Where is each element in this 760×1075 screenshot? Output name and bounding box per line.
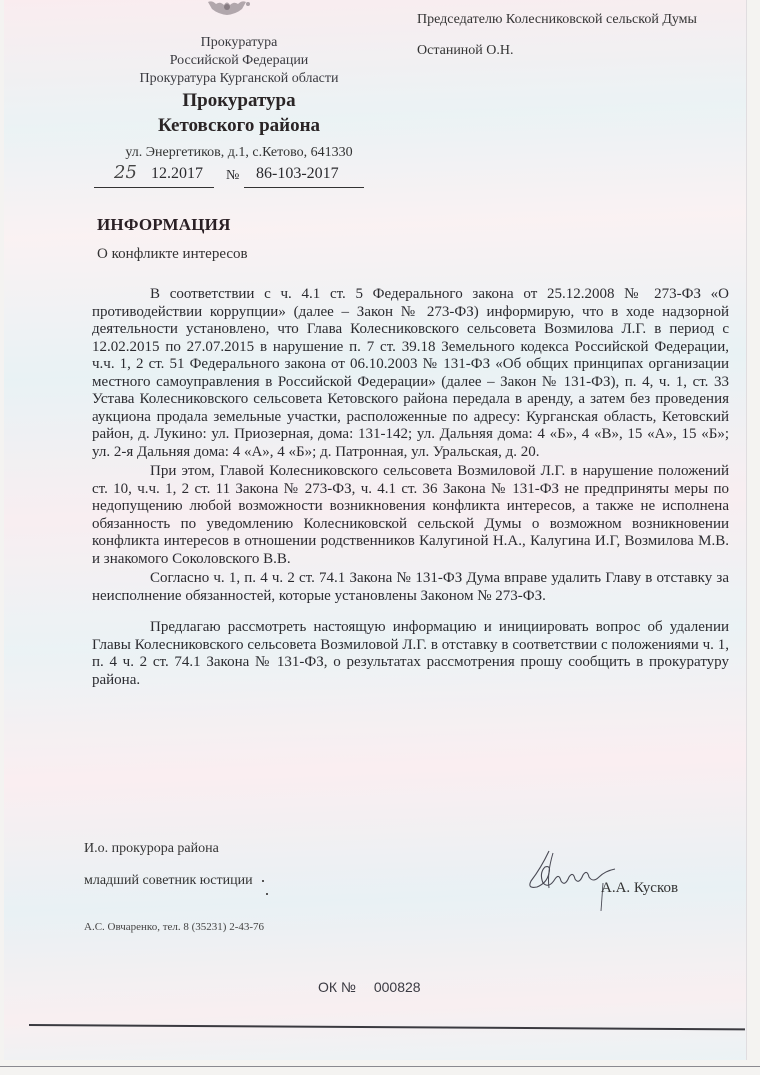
signatory-position-2: младший советник юстиции	[84, 873, 253, 888]
form-bottom-rule	[29, 1024, 745, 1030]
body-paragraph: В соответствии с ч. 4.1 ст. 5 Федерального закона от 25.12.2008 № 273-ФЗ «О противодействии коррупции» (далее – Закон № 273-ФЗ) информирую, что в ходе надзорной деятельности установлено, что Глава Колесниковского сельсовета Возмилова Л.Г. в период с 12.02.2015 по 27.07.2015 в нарушение п. 7 ст. 39.18 Земельного кодекса Российской Федерации, ч.ч. 1, 2 ст. 51 Федерального закона от 06.10.2003 № 131-ФЗ «Об общих принципах организации местного самоуправления в Российской Федерации» (далее – Закон № 131-ФЗ), п. 4, ч. 1, ст. 33 Устава Колесниковского сельсовета Кетовского района передала в аренду, а затем без проведения аукциона продала земельные участки, расположенные по адресу: Курганская область, Кетовский район, д. Лукино: ул. Приозерная, дома: 131-142; ул. Дальняя дома: 4 «Б», 4 «В», 15 «А», 15 «Б»; ул. 2-я Дальняя дома: 4 «А», 4 «Б»; д. Патронная, ул. Уральская, д. 20.	[92, 286, 729, 460]
body-paragraph: При этом, Главой Колесниковского сельсовета Возмиловой Л.Г. в нарушение положений ст. 10, ч.ч. 1, 2 ст. 11 Закона № 273-ФЗ, ч. 4.1 ст. 36 Закона № 131-ФЗ не предприняты меры по недопущению любой возможности возникновения конфликта интересов, а также не исполнена обязанность по уведомлению Колесниковской сельской Думы о возможном возникновении конфликта интересов в отношении родственников Калугиной Н.А., Калугина И.Г, Возмилова М.В. и знакомого Соколовского В.В.	[92, 463, 729, 567]
date-handwritten-day: 25	[114, 162, 137, 183]
document-title: ИНФОРМАЦИЯ	[97, 215, 231, 234]
speck	[262, 880, 264, 882]
outgoing-number: 86-103-2017	[256, 165, 339, 182]
sender-line-3: Прокуратура Курганской области	[139, 71, 339, 86]
document-body	[92, 286, 729, 689]
sender-line-2: Российской Федерации	[169, 53, 309, 68]
document-sheet	[4, 0, 747, 1060]
form-serial-number: 000828	[373, 979, 421, 995]
form-serial	[318, 979, 421, 995]
body-paragraph: Предлагаю рассмотреть настоящую информацию и инициировать вопрос об удалении Главы Колесниковского сельсовета Возмиловой Л.Г. в отставку в соответствии с положениями ч. 1, п. 4 ч. 2 ст. 74.1 Закона № 131-ФЗ, о результатах рассмотрения прошу сообщить в прокуратуру района.	[92, 619, 729, 688]
sender-address: ул. Энергетиков, д.1, с.Кетово, 641330	[125, 145, 353, 160]
executor-contact: А.С. Овчаренко, тел. 8 (35231) 2-43-76	[84, 921, 265, 933]
sender-name-line-1: Прокуратура	[182, 90, 296, 111]
handwritten-signature	[519, 843, 629, 913]
form-serial-label: ОК №	[318, 979, 356, 995]
number-underline	[244, 187, 364, 188]
sheet-bottom-edge	[0, 1066, 760, 1067]
sender-block	[94, 34, 384, 162]
document-subject: О конфликте интересов	[97, 246, 248, 262]
addressee-position: Председателю Колесниковской сельской Думы	[417, 12, 697, 27]
body-paragraph: Согласно ч. 1, п. 4 ч. 2 ст. 74.1 Закона № 131-ФЗ Дума вправе удалить Главу в отставку за неисполнение обязанностей, которые установлены Законом № 273-ФЗ.	[92, 570, 729, 604]
signatory-position-1: И.о. прокурора района	[84, 841, 219, 856]
speck	[266, 893, 268, 895]
sender-name-line-2: Кетовского района	[157, 115, 321, 136]
addressee-name: Останиной О.Н.	[417, 43, 514, 58]
number-sign: №	[226, 168, 240, 183]
signatory-name: А.А. Кусков	[601, 880, 679, 896]
addressee-block	[417, 12, 757, 58]
coat-of-arms-icon	[202, 0, 252, 16]
outgoing-date-number	[94, 164, 364, 190]
outgoing-date: 12.2017	[151, 165, 203, 182]
date-underline	[94, 187, 214, 188]
sender-line-1: Прокуратура	[200, 35, 278, 50]
